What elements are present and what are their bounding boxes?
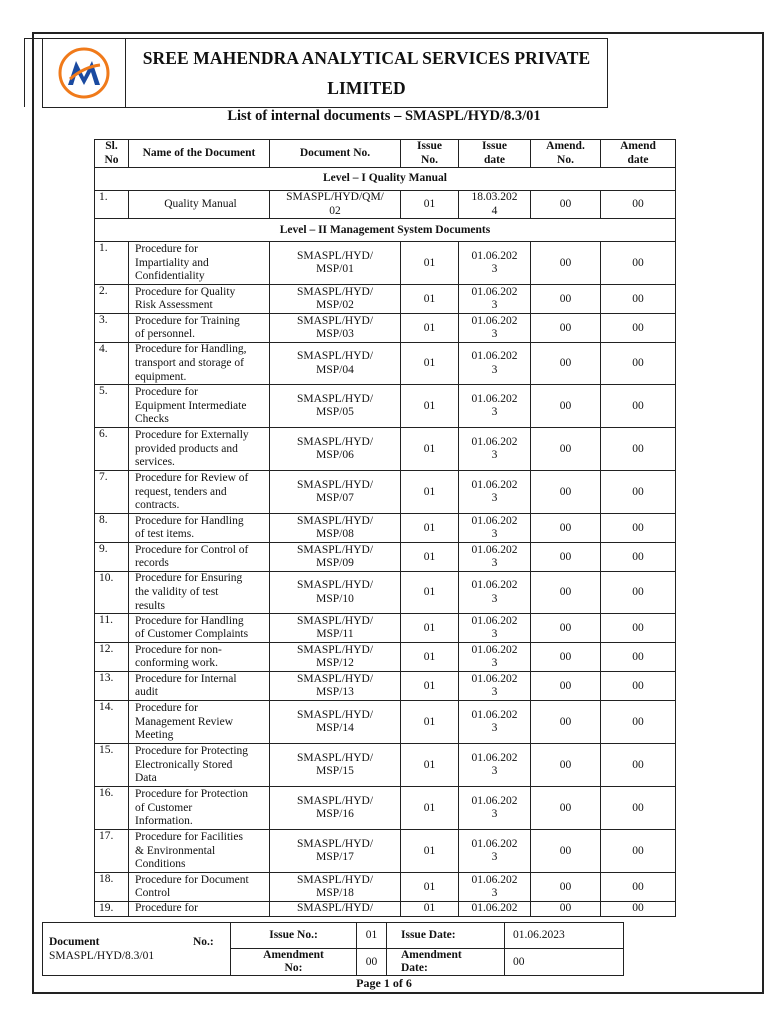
cell-document-name: Procedure for non- conforming work. (129, 643, 270, 672)
cell-document-no: SMASPL/HYD/ MSP/14 (270, 701, 401, 744)
cell-amend-date: 00 (601, 242, 676, 285)
cell-document-no: SMASPL/HYD/ MSP/16 (270, 787, 401, 830)
cell-issue-no: 01 (401, 787, 459, 830)
cell-amend-no: 00 (531, 543, 601, 572)
cell-issue-date: 01.06.202 3 (459, 314, 531, 343)
table-body (95, 168, 676, 917)
cell-issue-date: 01.06.202 3 (459, 471, 531, 514)
cell-document-no: SMASPL/HYD/ MSP/13 (270, 672, 401, 701)
cell-document-name: Procedure for Protecting Electronically Stored Data (129, 744, 270, 787)
cell-sl-no: 16. (95, 787, 129, 830)
cell-issue-date: 01.06.202 3 (459, 643, 531, 672)
cell-document-name: Procedure for Impartiality and Confidentiality (129, 242, 270, 285)
table-row (95, 428, 676, 471)
cell-amend-no: 00 (531, 471, 601, 514)
cell-document-name: Procedure for Training of personnel. (129, 314, 270, 343)
cell-issue-no: 01 (401, 285, 459, 314)
cell-amend-no: 00 (531, 191, 601, 219)
cell-amend-date: 00 (601, 514, 676, 543)
cell-document-name: Procedure for Review of request, tenders and contracts. (129, 471, 270, 514)
cell-issue-no: 01 (401, 643, 459, 672)
cell-sl-no: 12. (95, 643, 129, 672)
cell-sl-no: 14. (95, 701, 129, 744)
cell-document-no: SMASPL/HYD/ MSP/06 (270, 428, 401, 471)
cell-amend-no: 00 (531, 643, 601, 672)
cell-sl-no: 7. (95, 471, 129, 514)
cell-document-no: SMASPL/HYD/ MSP/07 (270, 471, 401, 514)
table-row (95, 242, 676, 285)
cell-amend-date: 00 (601, 343, 676, 385)
footer-issue-date-label: Issue Date: (387, 923, 505, 949)
cell-issue-date: 01.06.202 3 (459, 385, 531, 428)
cell-document-name: Procedure for Facilities & Environmental Conditions (129, 830, 270, 873)
cell-document-name: Procedure for Handling of test items. (129, 514, 270, 543)
table-row (95, 672, 676, 701)
cell-issue-no: 01 (401, 385, 459, 428)
cell-amend-date: 00 (601, 744, 676, 787)
cell-document-no: SMASPL/HYD/ (270, 902, 401, 917)
document-list-title: List of internal documents – SMASPL/HYD/8.3/01 (227, 108, 541, 124)
cell-amend-date: 00 (601, 643, 676, 672)
smaspl-logo-icon (56, 45, 112, 101)
company-name (126, 39, 607, 107)
cell-amend-date: 00 (601, 385, 676, 428)
cell-issue-date: 01.06.202 3 (459, 787, 531, 830)
cell-document-name: Procedure for Ensuring the validity of test results (129, 572, 270, 614)
cell-amend-no: 00 (531, 285, 601, 314)
cell-amend-no: 00 (531, 873, 601, 902)
cell-amend-date: 00 (601, 543, 676, 572)
cell-amend-no: 00 (531, 614, 601, 643)
table-row (95, 285, 676, 314)
cell-issue-date: 01.06.202 3 (459, 830, 531, 873)
table-row (95, 701, 676, 744)
cell-document-no: SMASPL/HYD/ MSP/11 (270, 614, 401, 643)
company-name-line2: LIMITED (327, 78, 406, 98)
cell-sl-no: 1. (95, 191, 129, 219)
table-row (95, 902, 676, 917)
cell-sl-no: 13. (95, 672, 129, 701)
cell-amend-no: 00 (531, 428, 601, 471)
cell-document-no: SMASPL/HYD/ MSP/03 (270, 314, 401, 343)
cell-sl-no: 9. (95, 543, 129, 572)
cell-amend-date: 00 (601, 873, 676, 902)
footer-doc-no-cell (43, 923, 231, 975)
col-header-sl: Sl. No (95, 140, 129, 168)
cell-issue-no: 01 (401, 672, 459, 701)
table-row (95, 744, 676, 787)
cell-amend-date: 00 (601, 614, 676, 643)
cell-amend-date: 00 (601, 314, 676, 343)
col-header-amend-date: Amend date (601, 140, 676, 168)
cell-amend-no: 00 (531, 672, 601, 701)
footer-amend-date-value: 00 (513, 956, 525, 968)
cell-issue-date: 01.06.202 3 (459, 744, 531, 787)
cell-sl-no: 11. (95, 614, 129, 643)
document-footer (42, 922, 624, 976)
cell-issue-no: 01 (401, 428, 459, 471)
cell-document-name: Procedure for Externally provided products and services. (129, 428, 270, 471)
cell-document-no: SMASPL/HYD/ MSP/18 (270, 873, 401, 902)
cell-amend-no: 00 (531, 242, 601, 285)
cell-amend-no: 00 (531, 787, 601, 830)
cell-amend-no: 00 (531, 343, 601, 385)
cell-issue-no: 01 (401, 343, 459, 385)
cell-amend-no: 00 (531, 385, 601, 428)
cell-sl-no: 17. (95, 830, 129, 873)
table-row (95, 787, 676, 830)
section-header-row (95, 168, 676, 191)
cell-sl-no: 8. (95, 514, 129, 543)
cell-issue-no: 01 (401, 701, 459, 744)
col-header-amend-no: Amend. No. (531, 140, 601, 168)
cell-document-name: Procedure for Equipment Intermediate Checks (129, 385, 270, 428)
section-title: Level – I Quality Manual (95, 168, 676, 191)
cell-sl-no: 6. (95, 428, 129, 471)
table-row (95, 385, 676, 428)
cell-document-no: SMASPL/HYD/ MSP/15 (270, 744, 401, 787)
footer-issue-no-label: Issue No.: (231, 923, 357, 949)
cell-issue-no: 01 (401, 830, 459, 873)
cell-document-name: Procedure for Handling, transport and storage of equipment. (129, 343, 270, 385)
cell-document-no: SMASPL/HYD/ MSP/12 (270, 643, 401, 672)
cell-issue-date: 01.06.202 3 (459, 873, 531, 902)
table-row (95, 614, 676, 643)
cell-issue-no: 01 (401, 191, 459, 219)
cell-amend-date: 00 (601, 672, 676, 701)
cell-issue-date: 01.06.202 3 (459, 701, 531, 744)
cell-amend-date: 00 (601, 830, 676, 873)
col-header-name: Name of the Document (129, 140, 270, 168)
cell-amend-no: 00 (531, 572, 601, 614)
cell-issue-date: 01.06.202 3 (459, 614, 531, 643)
cell-document-no: SMASPL/HYD/ MSP/04 (270, 343, 401, 385)
cell-issue-no: 01 (401, 873, 459, 902)
table-row (95, 514, 676, 543)
table-row (95, 643, 676, 672)
table-row (95, 314, 676, 343)
cell-document-no: SMASPL/HYD/ MSP/09 (270, 543, 401, 572)
cell-amend-date: 00 (601, 902, 676, 917)
cell-document-no: SMASPL/HYD/ MSP/10 (270, 572, 401, 614)
cell-issue-date: 01.06.202 3 (459, 572, 531, 614)
cell-issue-date: 01.06.202 (459, 902, 531, 917)
cell-document-no: SMASPL/HYD/ MSP/02 (270, 285, 401, 314)
cell-issue-no: 01 (401, 314, 459, 343)
section-header-row (95, 219, 676, 242)
footer-doc-no-label: Document (49, 936, 100, 948)
cell-amend-no: 00 (531, 314, 601, 343)
cell-issue-date: 01.06.202 3 (459, 543, 531, 572)
cell-document-name: Procedure for Control of records (129, 543, 270, 572)
cell-amend-date: 00 (601, 701, 676, 744)
cell-document-name: Procedure for Quality Risk Assessment (129, 285, 270, 314)
company-name-line1: SREE MAHENDRA ANALYTICAL SERVICES PRIVATE (142, 48, 591, 68)
cell-amend-no: 00 (531, 701, 601, 744)
cell-sl-no: 3. (95, 314, 129, 343)
table-row (95, 343, 676, 385)
table-row (95, 873, 676, 902)
table-row (95, 543, 676, 572)
table-row (95, 830, 676, 873)
cell-amend-no: 00 (531, 830, 601, 873)
table-row (95, 471, 676, 514)
footer-amend-date-label: Amendment Date: (387, 949, 505, 975)
cell-sl-no: 2. (95, 285, 129, 314)
cell-document-name: Procedure for Internal audit (129, 672, 270, 701)
cell-issue-no: 01 (401, 572, 459, 614)
cell-amend-date: 00 (601, 285, 676, 314)
cell-issue-no: 01 (401, 902, 459, 917)
cell-amend-no: 00 (531, 514, 601, 543)
letterhead (42, 38, 608, 108)
col-header-issue-date: Issue date (459, 140, 531, 168)
page-number: Page 1 of 6 (356, 976, 412, 990)
cell-issue-no: 01 (401, 543, 459, 572)
cell-issue-no: 01 (401, 614, 459, 643)
section-title: Level – II Management System Documents (95, 219, 676, 242)
cell-sl-no: 19. (95, 902, 129, 917)
footer-doc-no-label2: No.: (193, 936, 214, 948)
logo-cell (43, 39, 126, 107)
cell-document-name: Quality Manual (129, 191, 270, 219)
footer-amend-no-value: 00 (357, 949, 387, 975)
table-header-row (95, 140, 676, 168)
cell-issue-no: 01 (401, 471, 459, 514)
cell-document-no: SMASPL/HYD/ MSP/17 (270, 830, 401, 873)
cell-issue-date: 01.06.202 3 (459, 242, 531, 285)
footer-doc-no-value: SMASPL/HYD/8.3/01 (49, 950, 155, 962)
cell-sl-no: 4. (95, 343, 129, 385)
cell-issue-no: 01 (401, 744, 459, 787)
table-row (95, 191, 676, 219)
cell-issue-no: 01 (401, 242, 459, 285)
cell-amend-no: 00 (531, 902, 601, 917)
cell-sl-no: 1. (95, 242, 129, 285)
cell-issue-date: 01.06.202 3 (459, 672, 531, 701)
cell-document-no: SMASPL/HYD/ MSP/08 (270, 514, 401, 543)
cell-sl-no: 10. (95, 572, 129, 614)
cell-amend-date: 00 (601, 572, 676, 614)
cell-amend-date: 00 (601, 471, 676, 514)
cell-amend-date: 00 (601, 787, 676, 830)
cell-document-no: SMASPL/HYD/ MSP/05 (270, 385, 401, 428)
cell-issue-date: 18.03.202 4 (459, 191, 531, 219)
cell-amend-no: 00 (531, 744, 601, 787)
cell-issue-date: 01.06.202 3 (459, 514, 531, 543)
cell-document-no: SMASPL/HYD/ MSP/01 (270, 242, 401, 285)
documents-table (94, 139, 676, 917)
col-header-issue-no: Issue No. (401, 140, 459, 168)
cell-issue-date: 01.06.202 3 (459, 285, 531, 314)
cell-document-name: Procedure for (129, 902, 270, 917)
cell-document-name: Procedure for Protection of Customer Information. (129, 787, 270, 830)
cell-amend-date: 00 (601, 428, 676, 471)
cell-issue-no: 01 (401, 514, 459, 543)
cell-document-name: Procedure for Document Control (129, 873, 270, 902)
cell-document-name: Procedure for Management Review Meeting (129, 701, 270, 744)
footer-issue-no-value: 01 (357, 923, 387, 949)
cell-issue-date: 01.06.202 3 (459, 343, 531, 385)
table-row (95, 572, 676, 614)
cell-document-no: SMASPL/HYD/QM/ 02 (270, 191, 401, 219)
col-header-doc-no: Document No. (270, 140, 401, 168)
footer-issue-date-value: 01.06.2023 (505, 923, 623, 949)
cell-sl-no: 5. (95, 385, 129, 428)
cell-document-name: Procedure for Handling of Customer Complaints (129, 614, 270, 643)
cell-issue-date: 01.06.202 3 (459, 428, 531, 471)
cell-sl-no: 18. (95, 873, 129, 902)
footer-amend-no-label: Amendment No: (231, 949, 357, 975)
cell-sl-no: 15. (95, 744, 129, 787)
cell-amend-date: 00 (601, 191, 676, 219)
